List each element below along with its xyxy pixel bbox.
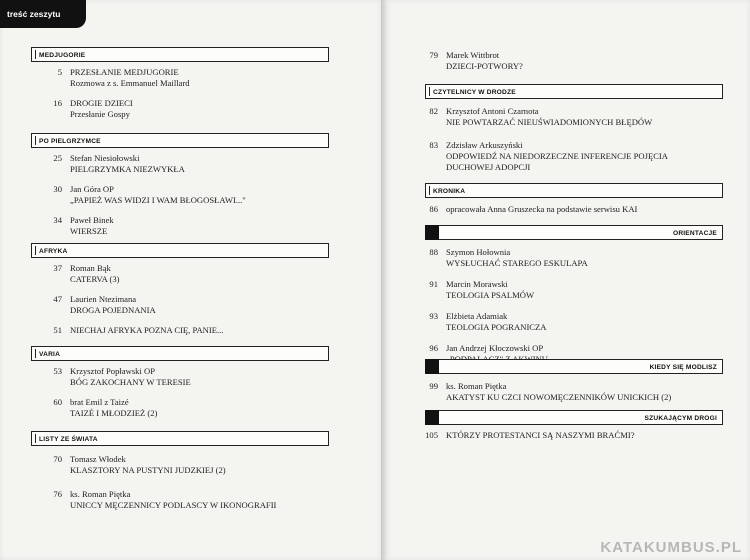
section-medjugorie	[31, 47, 329, 129]
toc-entry[interactable]	[407, 106, 723, 128]
page-number: 79	[429, 50, 438, 60]
section-czytelnicy-w-drodze	[425, 84, 723, 182]
entry-author: Krzysztof Popławski OP	[70, 366, 155, 376]
toc-entry[interactable]	[31, 294, 329, 316]
page-number: 76	[53, 489, 62, 499]
page-number: 93	[429, 311, 438, 321]
entry-author: Szymon Hołownia	[446, 247, 511, 257]
entry-author: Paweł Binek	[70, 215, 114, 225]
entry-title: NIE POWTARZAĆ NIEUŚWIADOMIONYCH BŁĘDÓW	[446, 117, 653, 127]
entry-title: PRZESŁANIE MEDJUGORIE	[70, 67, 179, 77]
page-number: 47	[53, 294, 62, 304]
section-title: LISTY ZE ŚWIATA	[31, 431, 329, 446]
section-title: PO PIELGRZYMCE	[31, 133, 329, 148]
page-number: 83	[429, 140, 438, 150]
entry-subtitle: Przesłanie Gospy	[70, 109, 130, 119]
page-number: 88	[429, 247, 438, 257]
page-number: 91	[429, 279, 438, 289]
toc-entry[interactable]	[31, 98, 329, 120]
toc-entry[interactable]	[407, 279, 723, 301]
toc-entry[interactable]	[31, 153, 329, 175]
entry-author: Laurien Ntezimana	[70, 294, 137, 304]
entry-title: CATERVA (3)	[70, 274, 120, 284]
entry-title: DROGA POJEDNANIA	[70, 305, 156, 315]
page-number: 96	[429, 343, 438, 353]
section-title: VARIA	[31, 346, 329, 361]
entry-title: WIERSZE	[70, 226, 108, 236]
entry-title: KLASZTORY NA PUSTYNI JUDZKIEJ (2)	[70, 465, 226, 475]
entry-title-continued: DUCHOWEJ ADOPCJI	[446, 162, 531, 172]
toc-entry[interactable]	[407, 381, 723, 403]
toc-entry[interactable]	[407, 247, 723, 269]
page-number: 51	[53, 325, 62, 335]
entry-title: PIELGRZYMKA NIEZWYKŁA	[70, 164, 185, 174]
toc-entry[interactable]	[31, 263, 329, 285]
section-po-pielgrzymce	[31, 133, 329, 246]
entry-author: brat Emil z Taizé	[70, 397, 129, 407]
section-varia	[31, 346, 329, 428]
section-kiedy-sie-modlisz	[425, 359, 723, 412]
entry-title: „PAPIEŻ WAS WIDZI I WAM BŁOGOSŁAWI..."	[70, 195, 246, 205]
page-number: 5	[57, 67, 62, 77]
entry-author: Tomasz Włodek	[70, 454, 126, 464]
entry-title: KTÓRZY PROTESTANCI SĄ NASZYMI BRAĆMI?	[446, 430, 635, 440]
toc-entry[interactable]	[407, 430, 723, 441]
section-title: SZUKAJĄCYM DROGI	[425, 410, 723, 425]
entry-title: WYSŁUCHAĆ STAREGO ESKULAPA	[446, 258, 588, 268]
page-number: 99	[429, 381, 438, 391]
entry-title: DZIECI-POTWORY?	[446, 61, 523, 71]
page-number: 25	[53, 153, 62, 163]
page-number: 82	[429, 106, 438, 116]
page-number: 60	[53, 397, 62, 407]
entry-author: Jan Andrzej Kłoczowski OP	[446, 343, 544, 353]
entry-title: NIECHAJ AFRYKA POZNA CIĘ, PANIE...	[70, 325, 224, 335]
section-kronika	[425, 183, 723, 224]
entry-author: Zdzisław Arkuszyński	[446, 140, 523, 150]
toc-entry[interactable]	[31, 454, 329, 476]
entry-title: AKATYST KU CZCI NOWOMĘCZENNIKÓW UNICKICH (2)	[446, 392, 672, 402]
issue-contents-tab: treść zeszytu	[0, 0, 86, 28]
page-number: 30	[53, 184, 62, 194]
entry-title: TEOLOGIA PSALMÓW	[446, 290, 535, 300]
toc-entry[interactable]	[31, 67, 329, 89]
page-number: 86	[429, 204, 438, 214]
toc-entry[interactable]	[31, 366, 329, 388]
entry-author: Roman Bąk	[70, 263, 111, 273]
entry-title: TEOLOGIA POGRANICZA	[446, 322, 547, 332]
page-number: 53	[53, 366, 62, 376]
entry-author: ks. Roman Piętka	[70, 489, 131, 499]
toc-entry[interactable]	[31, 215, 329, 237]
entry-author: Jan Góra OP	[70, 184, 114, 194]
entry-title: UNICCY MĘCZENNICY PODLASCY W IKONOGRAFII	[70, 500, 277, 510]
entry-author: ks. Roman Piętka	[446, 381, 507, 391]
page-number: 105	[425, 430, 438, 440]
entry-author: Krzysztof Antoni Czarnota	[446, 106, 539, 116]
entry-title: ODPOWIEDŹ NA NIEDORZECZNE INFERENCJE POJĘCIA	[446, 151, 668, 161]
entry-title: BÓG ZAKOCHANY W TERESIE	[70, 377, 191, 387]
section-title: CZYTELNICY W DRODZE	[425, 84, 723, 99]
page-number: 34	[53, 215, 62, 225]
entry-author: Stefan Niesiołowski	[70, 153, 140, 163]
section-title: MEDJUGORIE	[31, 47, 329, 62]
section-listy-ze-swiata	[31, 431, 329, 520]
page-number: 16	[53, 98, 62, 108]
right-page	[387, 0, 750, 560]
toc-entry[interactable]	[407, 204, 723, 215]
site-watermark: KATAKUMBUS.PL	[600, 539, 742, 556]
toc-entry[interactable]	[407, 311, 723, 333]
page-number: 37	[53, 263, 62, 273]
page-number: 70	[53, 454, 62, 464]
entry-title: TAIZÉ I MŁODZIEŻ (2)	[70, 408, 158, 418]
section-title: KIEDY SIĘ MODLISZ	[425, 359, 723, 374]
section-orientacje	[425, 225, 723, 374]
entry-author: Elżbieta Adamiak	[446, 311, 508, 321]
toc-entry[interactable]	[31, 489, 329, 511]
toc-entry[interactable]	[31, 325, 329, 336]
toc-entry[interactable]	[31, 184, 329, 206]
section-afryka	[31, 243, 329, 345]
entry-subtitle: Rozmowa z s. Emmanuel Maillard	[70, 78, 190, 88]
entry-title: opracowała Anna Gruszecka na podstawie serwisu KAI	[446, 204, 638, 214]
section-szukajacym-drogi	[425, 410, 723, 450]
section-title: AFRYKA	[31, 243, 329, 258]
toc-entry[interactable]	[407, 50, 727, 72]
toc-entry[interactable]	[407, 140, 723, 173]
section-title: ORIENTACJE	[425, 225, 723, 240]
toc-entry[interactable]	[31, 397, 329, 419]
entry-author: Marek Wittbrot	[446, 50, 500, 60]
entry-title: DROGIE DZIECI	[70, 98, 133, 108]
section-continued	[407, 50, 727, 81]
section-title: KRONIKA	[425, 183, 723, 198]
entry-author: Marcin Morawski	[446, 279, 508, 289]
